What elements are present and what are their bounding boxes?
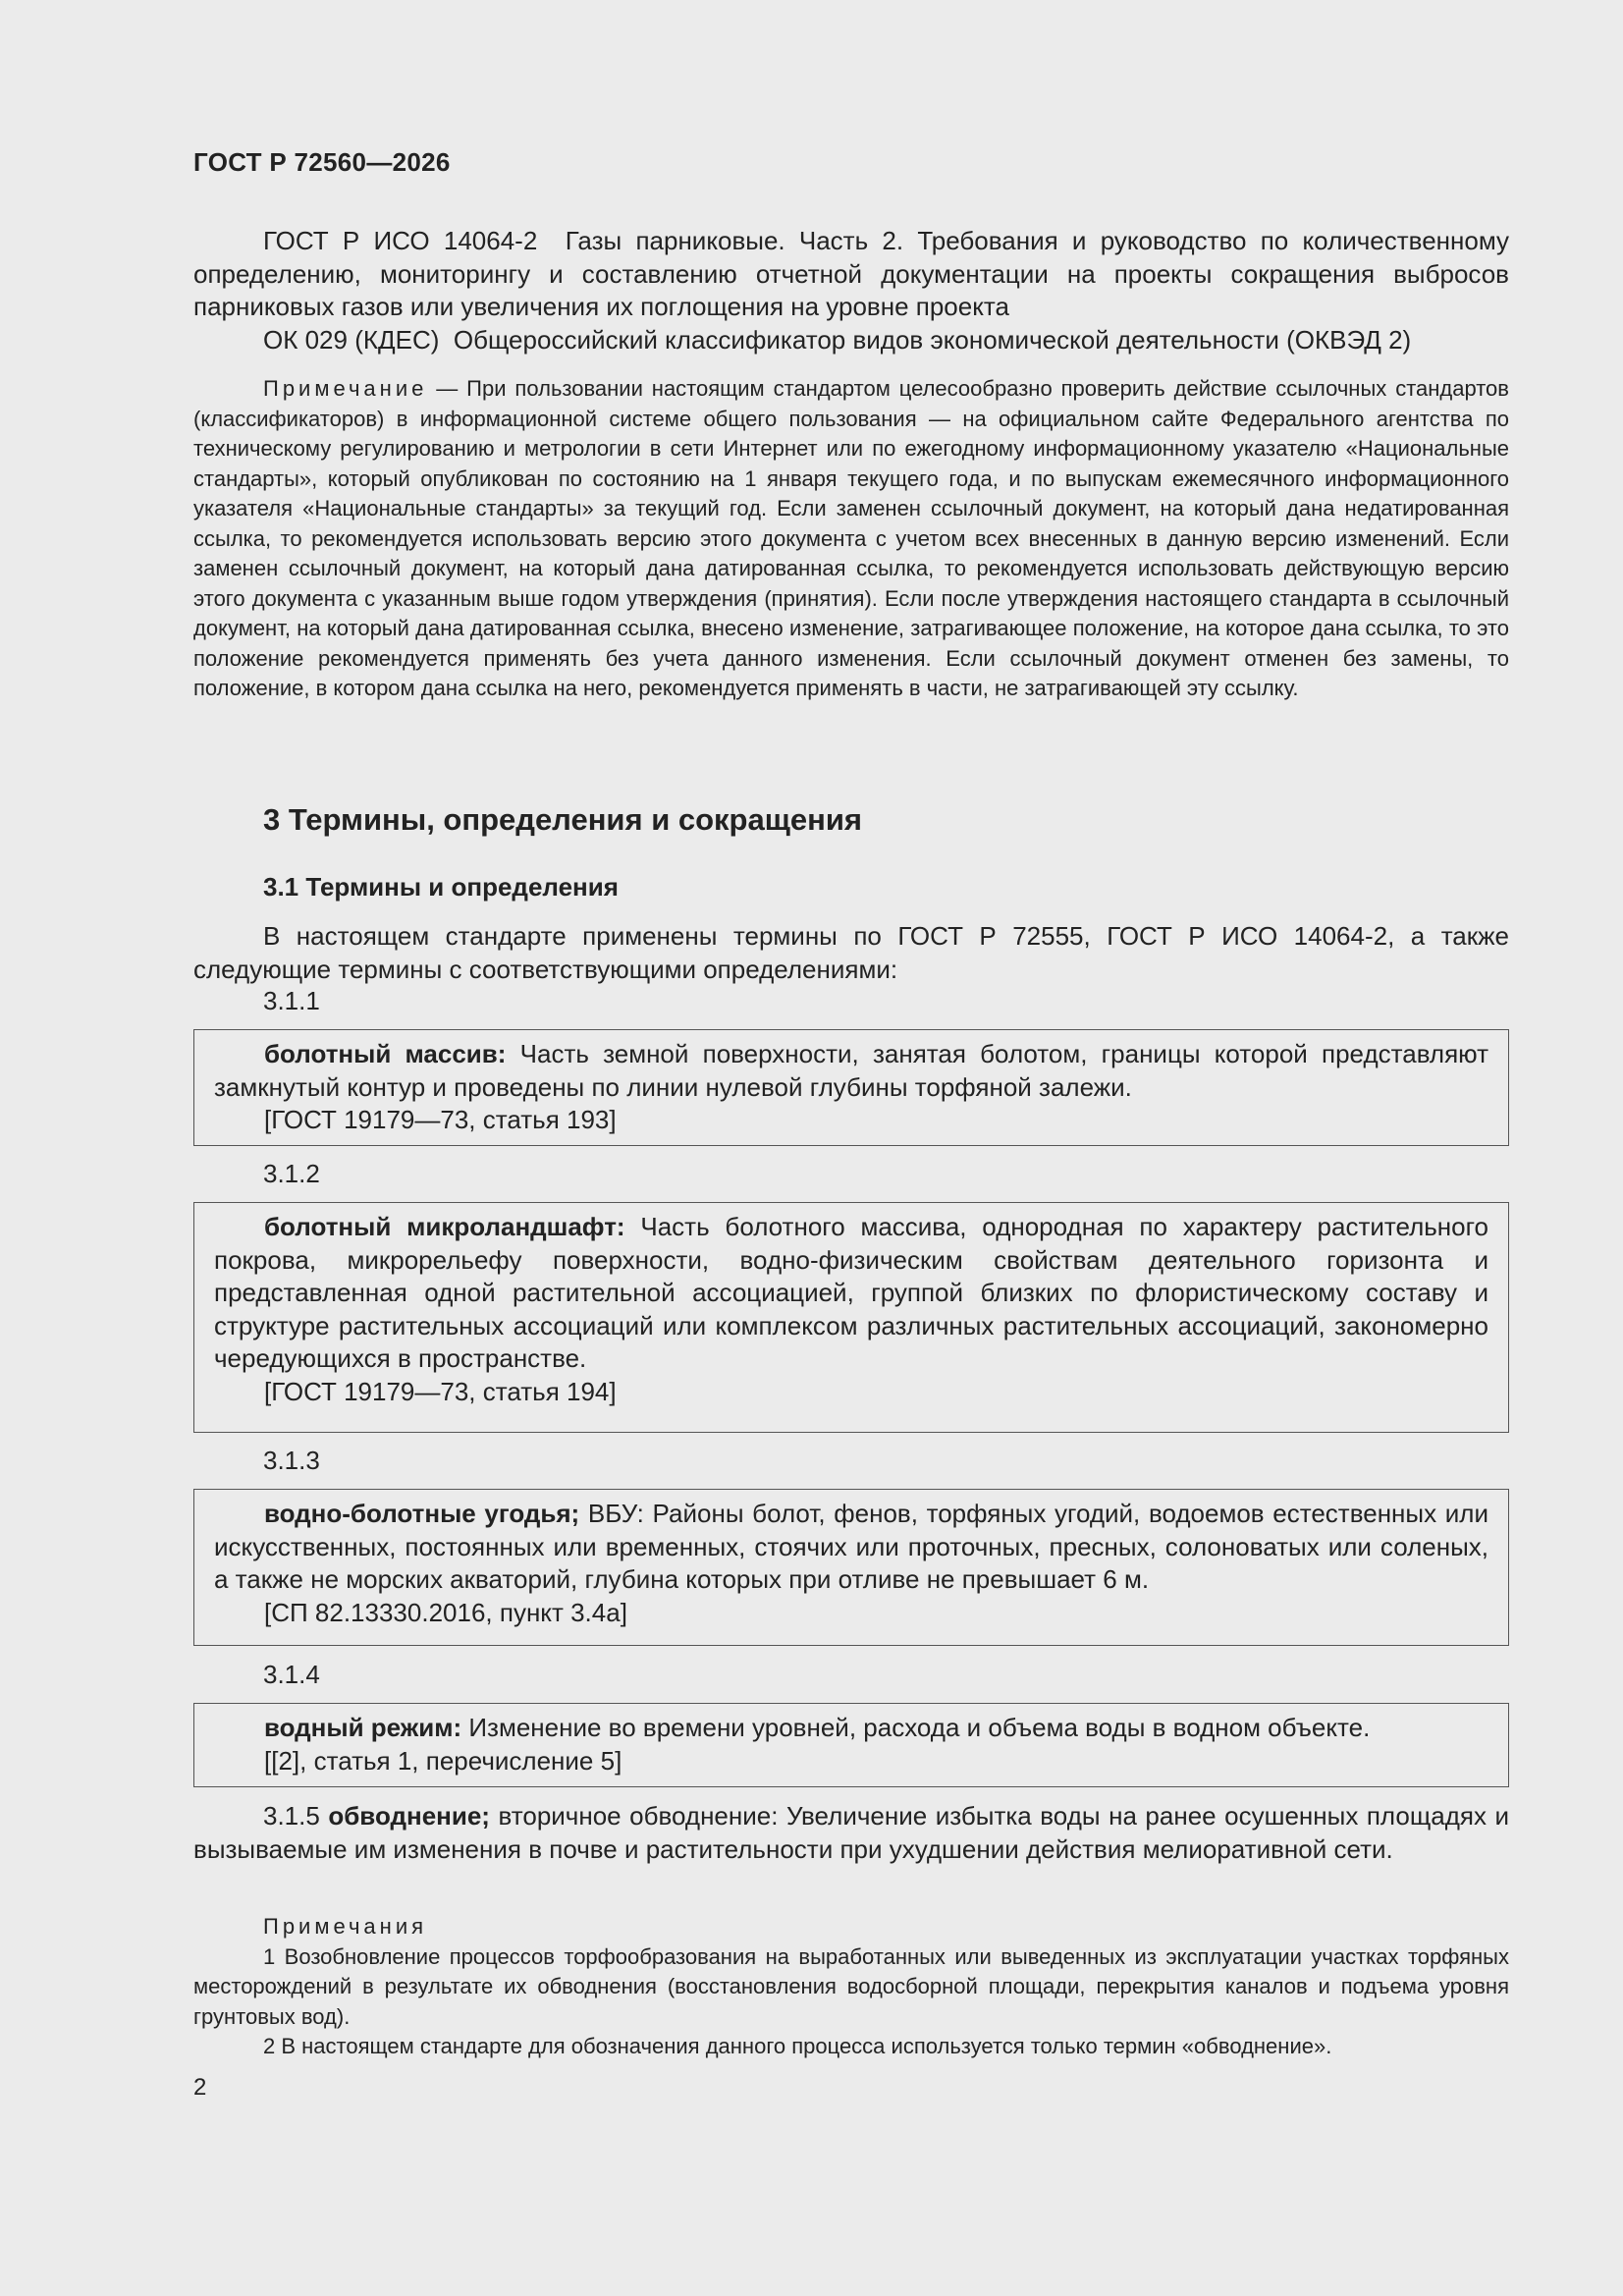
term-definition	[214, 1498, 1488, 1597]
term-name: водно-болотные угодья;	[264, 1499, 580, 1528]
ref-code: ОК 029 (КДЕС)	[263, 324, 440, 355]
ref-text: Газы парниковые. Часть 2. Требования и руководство по количественному определению, мониторингу и составлению отчетной документации на проекты сокращения выбросов парниковых газов или увеличения их поглощения на уровне проекта	[193, 226, 1509, 321]
notes-label: Примечания	[263, 1914, 428, 1939]
term-text: вторичное обводнение: Увеличение избытка воды на ранее осушенных площадях и вызываемые им изменения в почве и растительности при ухудшении действия мелиоративной сети.	[193, 1801, 1509, 1864]
ref-item	[193, 225, 1509, 324]
term-box	[193, 1029, 1509, 1146]
term-number	[193, 1445, 1509, 1478]
note-block	[193, 374, 1509, 704]
term-number	[193, 1158, 1509, 1191]
term-text: Часть болотного массива, однородная по характеру растительного покрова, микрорельефу поверхности, водно-физическим свойствам деятельного горизонта и представленная одной растительной ассоциацией, группой близких по флористическому составу и структуре растительных ассоциаций или комплексом различных растительных ассоциаций, закономерно чередующихся в пространстве.	[214, 1212, 1488, 1373]
ref-code: ГОСТ Р ИСО 14064-2	[263, 226, 538, 255]
term-number	[193, 985, 1509, 1018]
section-3-title: 3 Термины, определения и сокращения	[263, 802, 862, 837]
term-number-label: 3.1.2	[263, 1159, 320, 1188]
term-source: [ГОСТ 19179—73, статья 193]	[264, 1105, 617, 1134]
notes-block	[193, 1912, 1509, 2062]
term-number	[193, 1659, 1509, 1692]
normative-refs	[193, 225, 1509, 356]
term-number-label: 3.1.3	[263, 1446, 320, 1475]
section-3-1-intro-wrap	[193, 920, 1509, 986]
section-3-1-title: 3.1 Термины и определения	[263, 872, 619, 902]
term-source: [СП 82.13330.2016, пункт 3.4а]	[264, 1597, 627, 1627]
page-number: 2	[193, 2074, 207, 2101]
ref-text: Общероссийский классификатор видов экономической деятельности (ОКВЭД 2)	[453, 324, 1412, 355]
ref-item	[193, 324, 1509, 357]
term-name: болотный массив:	[264, 1039, 507, 1068]
term-box	[193, 1703, 1509, 1787]
term-name: болотный микроландшафт:	[264, 1212, 625, 1241]
term-source: [ГОСТ 19179—73, статья 194]	[264, 1376, 617, 1406]
term-name: водный режим:	[264, 1713, 462, 1742]
term-definition	[214, 1712, 1488, 1745]
doc-header-code: ГОСТ Р 72560—2026	[193, 147, 451, 177]
term-box	[193, 1489, 1509, 1646]
term-definition	[214, 1038, 1488, 1104]
section-3-1-intro: В настоящем стандарте применены термины по ГОСТ Р 72555, ГОСТ Р ИСО 14064-2, а также следующие термины с соответствующими определениями:	[193, 921, 1509, 984]
section-3-title-wrap	[193, 802, 1509, 838]
note-label: Примечание	[263, 376, 428, 401]
note-text: — При пользовании настоящим стандартом целесообразно проверить действие ссылочных стандартов (классификаторов) в информационной системе общего пользования — на официальном сайте Федерального агентства по техническому регулированию и метрологии в сети Интернет или по ежегодному информационному указателю «Национальные стандарты», который опубликован по состоянию на 1 января текущего года, и по выпускам ежемесячного информационного указателя «Национальные стандарты» за текущий год. Если заменен ссылочный документ, на который дана недатированная ссылка, то рекомендуется использовать версию этого документа с учетом всех внесенных в данную версию изменений. Если заменен ссылочный документ, на который дана датированная ссылка, то рекомендуется использовать действующую версию этого документа с указанным выше годом утверждения (принятия). Если после утверждения настоящего стандарта в ссылочный документ, на который дана датированная ссылка, внесено изменение, затрагивающее положение, на которое дана ссылка, то это положение рекомендуется применять без учета данного изменения. Если ссылочный документ отменен без замены, то положение, в котором дана ссылка на него, рекомендуется применять в части, не затрагивающей эту ссылку.	[193, 376, 1509, 700]
term-number-label: 3.1.4	[263, 1660, 320, 1689]
section-3-1-title-wrap	[193, 872, 1509, 902]
term-text: Изменение во времени уровней, расхода и объема воды в водном объекте.	[468, 1713, 1371, 1742]
term-box	[193, 1202, 1509, 1433]
term-number-label: 3.1.5	[263, 1801, 320, 1831]
note-paragraph	[193, 374, 1509, 704]
term-number-label: 3.1.1	[263, 986, 320, 1015]
term-name: обводнение;	[328, 1801, 490, 1831]
note-item: 2 В настоящем стандарте для обозначения данного процесса используется только термин «обводнение».	[263, 2034, 1332, 2058]
term-definition	[214, 1211, 1488, 1376]
note-item: 1 Возобновление процессов торфообразования на выработанных или выведенных из эксплуатации участках торфяных месторождений в результате их обводнения (восстановления водосборной площади, перекрытия каналов и подъема уровня грунтовых вод).	[193, 1943, 1509, 2029]
term-5-wrap	[193, 1800, 1509, 1866]
term-text: ВБУ: Районы болот, фенов, торфяных угодий, водоемов естественных или искусственных, постоянных или временных, стоячих или проточных, пресных, солоноватых или соленых, а также не морских акваторий, глубина которых при отливе не превышает 6 м.	[214, 1499, 1488, 1594]
term-definition	[193, 1800, 1509, 1866]
term-source: [[2], статья 1, перечисление 5]	[264, 1745, 622, 1776]
term-text: Часть земной поверхности, занятая болотом, границы которой представляют замкнутый контур и проведены по линии нулевой глубины торфяной залежи.	[214, 1039, 1488, 1102]
